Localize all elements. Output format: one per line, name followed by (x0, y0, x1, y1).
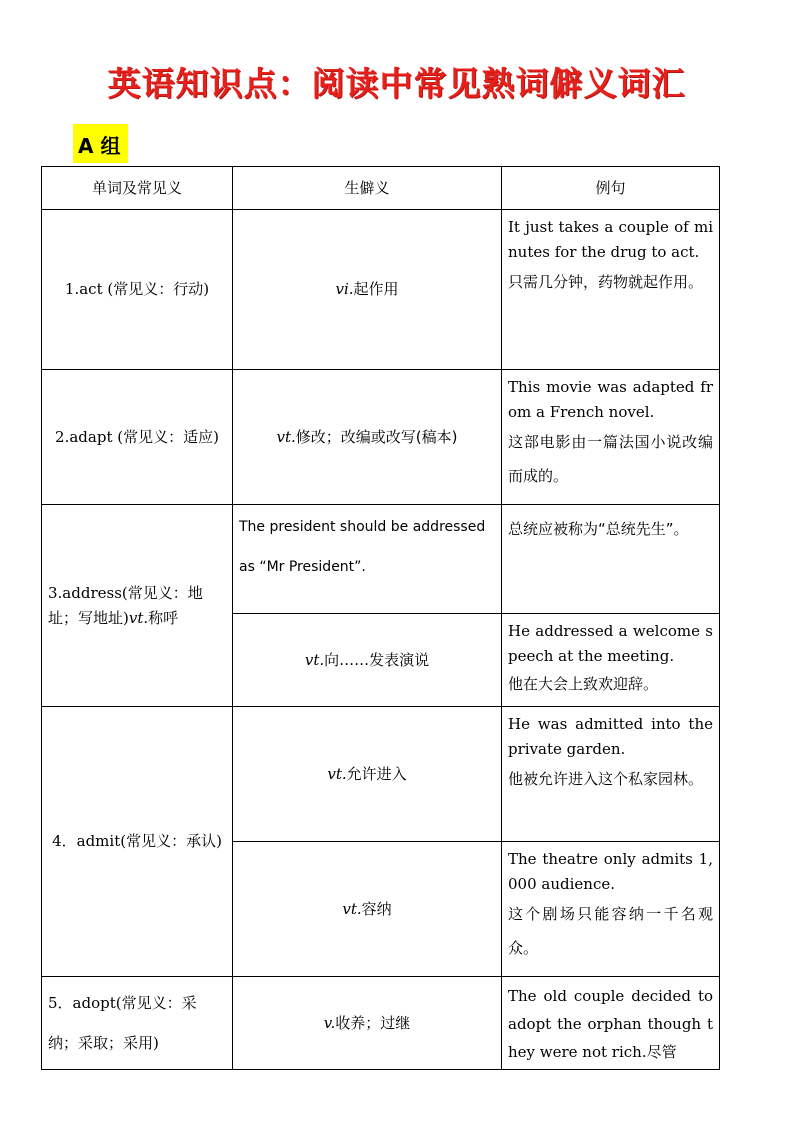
meaning-text: 收养；过继 (335, 1013, 411, 1032)
word-text: 3.address(常见义：地址；写地址) (48, 583, 203, 627)
pos-label: vt. (128, 608, 149, 627)
meaning-text: 允许进入 (346, 764, 407, 783)
example-cell (502, 370, 720, 505)
example-en: He addressed a welcome speech at the meeting. (508, 622, 713, 665)
example-zh: 这部电影由一篇法国小说改编而成的。 (508, 433, 713, 485)
meaning-text: 起作用 (353, 280, 399, 298)
word-cell: 5．adopt(常见义：采纳；采取；采用) (42, 977, 233, 1070)
header-example: 例句 (502, 167, 720, 210)
example-en: He was admitted into the private garden. (508, 715, 713, 758)
vocab-table (41, 166, 720, 1070)
meaning-cell (233, 842, 502, 977)
example-cell (502, 707, 720, 842)
table-row (42, 505, 720, 614)
table-row (42, 707, 720, 842)
meaning-text: 容纳 (361, 899, 392, 918)
word-cell: 2.adapt (常见义：适应) (42, 370, 233, 505)
table-row (42, 977, 720, 1070)
meaning-cell (233, 707, 502, 842)
example-cell (502, 614, 720, 707)
header-meaning: 生僻义 (233, 167, 502, 210)
pos-label: vt. (342, 899, 362, 918)
example-zh: 他在大会上致欢迎辞。 (508, 675, 659, 693)
pos-label: vt. (304, 650, 325, 669)
example-zh: 只需几分钟，药物就起作用。 (508, 273, 704, 291)
meaning-cell (233, 614, 502, 707)
example-zh: 总统应被称为“总统先生”。 (508, 520, 689, 538)
example-en: The old couple decided to adopt the orphan though they were not rich. (508, 987, 713, 1061)
meaning-cell (233, 210, 502, 370)
table-row (42, 370, 720, 505)
pos-label: vt. (327, 764, 347, 783)
example-cell (502, 977, 720, 1070)
example-en: It just takes a couple of minutes for the drug to act. (508, 218, 713, 261)
example-cell (502, 505, 720, 614)
pos-label: vi. (335, 280, 354, 298)
example-en: This movie was adapted from a French novel. (508, 378, 713, 421)
example-cell (502, 210, 720, 370)
pos-label: v. (323, 1013, 336, 1032)
word-cell (42, 505, 233, 707)
example-zh: 他被允许进入这个私家园林。 (508, 770, 704, 788)
example-en: The theatre only admits 1,000 audience. (508, 850, 713, 893)
meaning-cell (233, 977, 502, 1070)
meaning-text: 修改；改编或改写(稿本) (295, 427, 458, 446)
page-title: 英语知识点：阅读中常见熟词僻义词汇 (107, 64, 686, 103)
word-extra-meaning: 称呼 (148, 608, 179, 627)
pos-label: vt. (276, 427, 296, 446)
example-zh: 这个剧场只能容纳一千名观众。 (508, 905, 713, 957)
table-header-row (42, 167, 720, 210)
table-row (42, 210, 720, 370)
example-zh: 尽管 (646, 1043, 677, 1061)
meaning-cell: The president should be addressed as “Mr President”. (233, 505, 502, 614)
meaning-text: 向……发表演说 (324, 650, 430, 669)
meaning-cell (233, 370, 502, 505)
group-label: A 组 (73, 124, 128, 163)
word-cell: 4．admit(常见义：承认) (42, 707, 233, 977)
example-cell (502, 842, 720, 977)
header-word: 单词及常见义 (42, 167, 233, 210)
word-cell: 1.act (常见义：行动) (42, 210, 233, 370)
